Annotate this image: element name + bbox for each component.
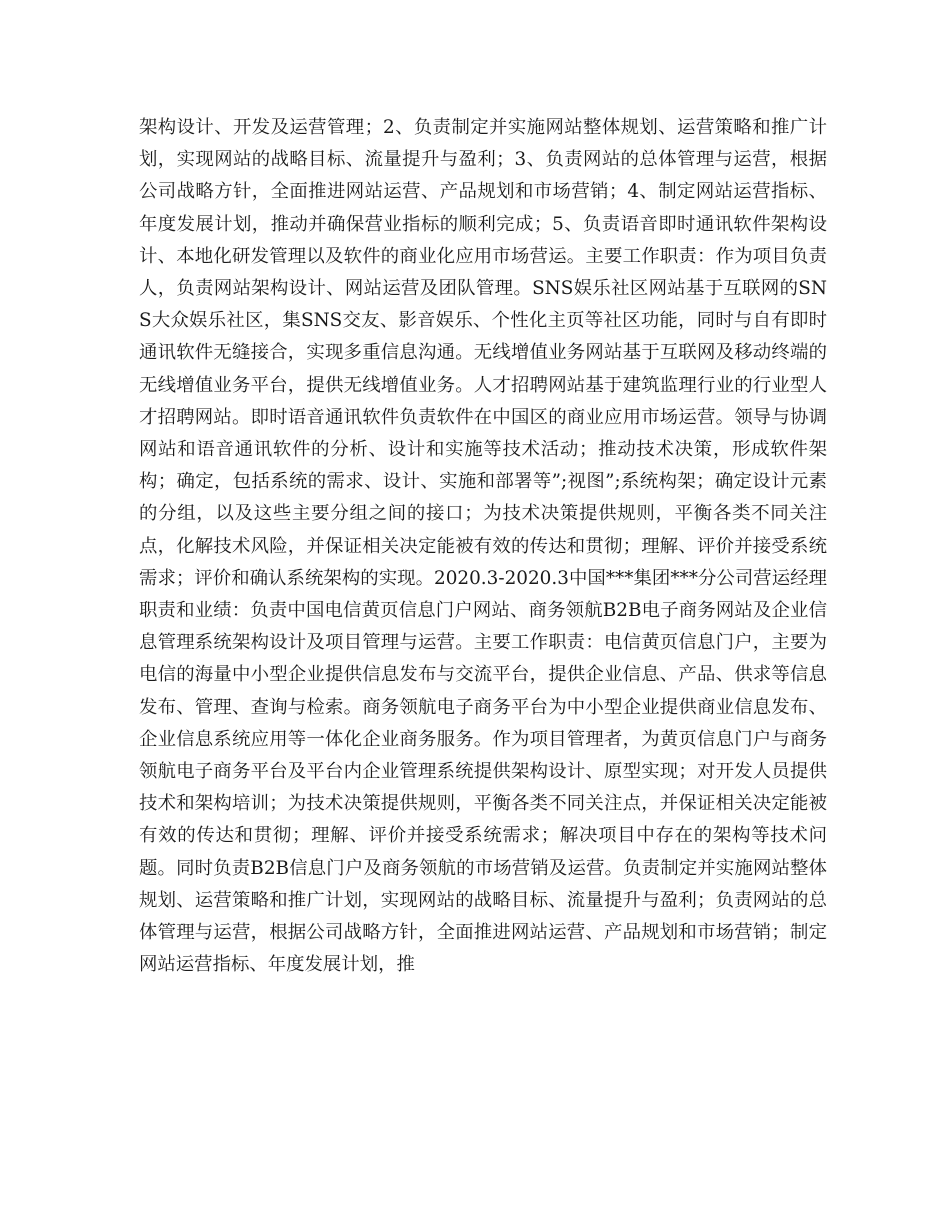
body-paragraph: 架构设计、开发及运营管理；2、负责制定并实施网站整体规划、运营策略和推广计划，实现网站的战略目标、流量提升与盈利；3、负责网站的总体管理与运营，根据公司战略方针，全面推进网站运营、产品规划和市场营销；4、制定网站运营指标、年度发展计划，推动并确保营业指标的顺利完成；5、负责语音即时通讯软件架构设计、本地化研发管理以及软件的商业化应用市场营运。主要工作职责：作为项目负责人，负责网站架构设计、网站运营及团队管理。SNS娱乐社区网站基于互联网的SNS大众娱乐社区，集SNS交友、影音娱乐、个性化主页等社区功能，同时与自有即时通讯软件无缝接合，实现多重信息沟通。无线增值业务网站基于互联网及移动终端的无线增值业务平台，提供无线增值业务。人才招聘网站基于建筑监理行业的行业型人才招聘网站。即时语音通讯软件负责软件在中国区的商业应用市场运营。领导与协调网站和语音通讯软件的分析、设计和实施等技术活动；推动技术决策，形成软件架构；确定，包括系统的需求、设计、实施和部署等”;视图”;系统构架；确定设计元素的分组，以及这些主要分组之间的接口；为技术决策提供规则，平衡各类不同关注点，化解技术风险，并保证相关决定能被有效的传达和贯彻；理解、评价并接受系统需求；评价和确认系统架构的实现。2020.3-2020.3中国***集团***分公司营运经理职责和业绩：负责中国电信黄页信息门户网站、商务领航B2B电子商务网站及企业信息管理系统架构设计及项目管理与运营。主要工作职责：电信黄页信息门户，主要为电信的海量中小型企业提供信息发布与交流平台，提供企业信息、产品、供求等信息发布、管理、查询与检索。商务领航电子商务平台为中小型企业提供商业信息发布、企业信息系统应用等一体化企业商务服务。作为项目管理者，为黄页信息门户与商务领航电子商务平台及平台内企业管理系统提供架构设计、原型实现；对开发人员提供技术和架构培训；为技术决策提供规则，平衡各类不同关注点，并保证相关决定能被有效的传达和贯彻；理解、评价并接受系统需求；解决项目中存在的架构等技术问题。同时负责B2B信息门户及商务领航的市场营销及运营。负责制定并实施网站整体规划、运营策略和推广计划，实现网站的战略目标、流量提升与盈利；负责网站的总体管理与运营，根据公司战略方针，全面推进网站运营、产品规划和市场营销；制定网站运营指标、年度发展计划，推	[139, 117, 827, 976]
